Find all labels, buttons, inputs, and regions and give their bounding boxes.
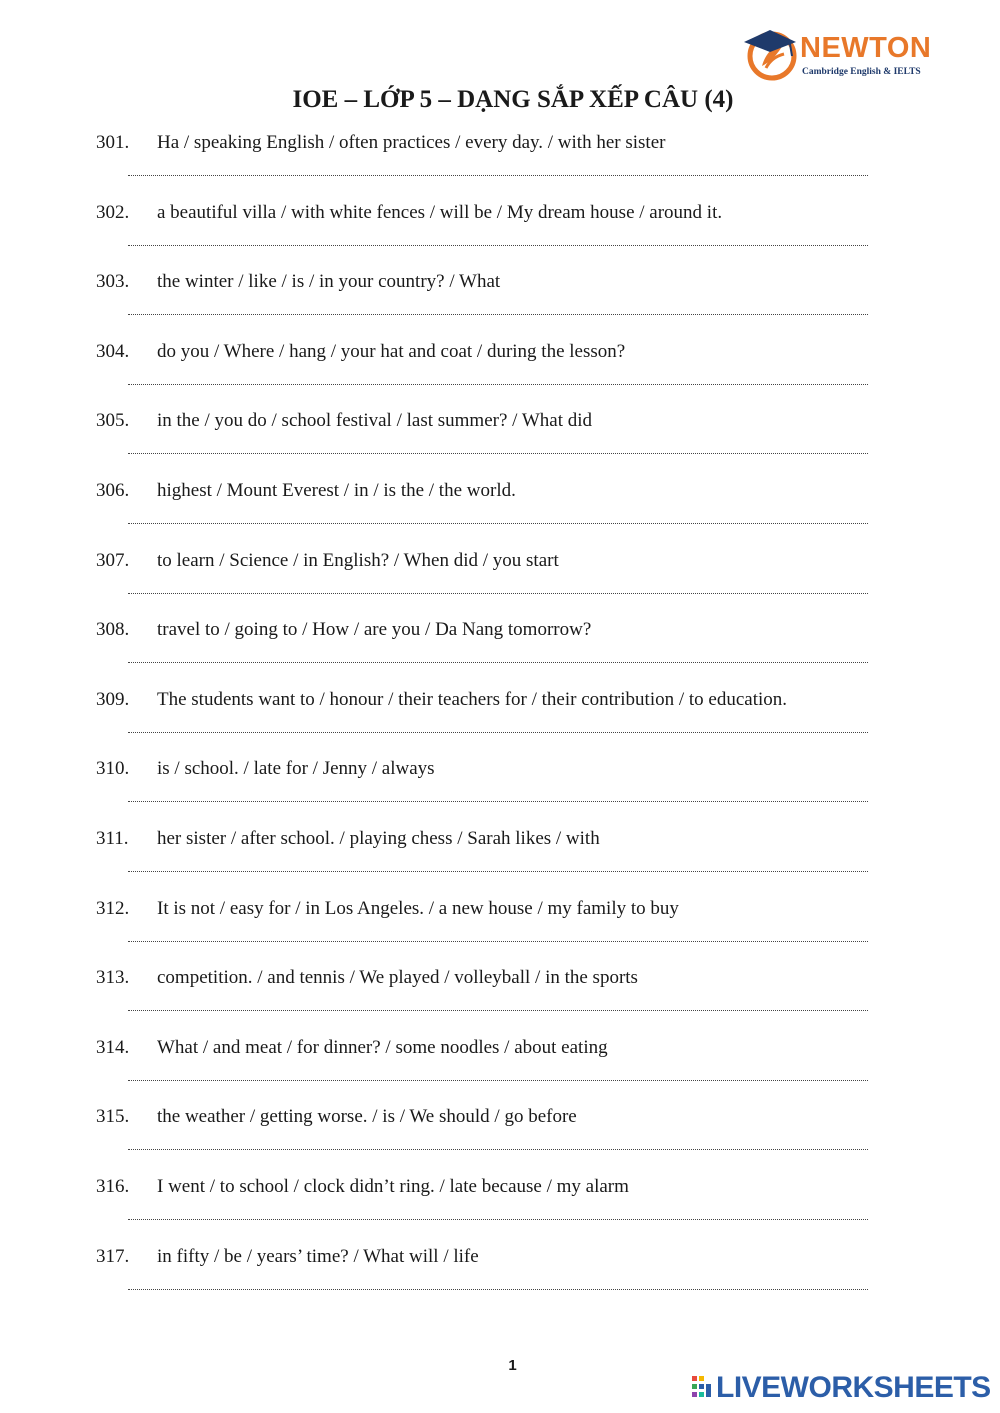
question-item <box>96 898 876 958</box>
logo-name: NEWTON <box>800 32 932 64</box>
answer-line[interactable] <box>128 1080 868 1081</box>
question-text: The students want to / honour / their teachers for / their contribution / to education. <box>157 688 788 710</box>
question-number: 313. <box>96 967 130 989</box>
question-text: the weather / getting worse. / is / We should / go before <box>157 1106 577 1128</box>
question-text: It is not / easy for / in Los Angeles. / a new house / my family to buy <box>157 897 679 919</box>
answer-line[interactable] <box>128 245 868 246</box>
question-item <box>96 550 876 610</box>
question-number: 307. <box>96 549 130 571</box>
question-item <box>96 689 876 749</box>
question-item <box>96 202 876 262</box>
answer-line[interactable] <box>128 1010 868 1011</box>
answer-line[interactable] <box>128 732 868 733</box>
question-item <box>96 1246 876 1306</box>
page-title: IOE – LỚP 5 – DẠNG SẮP XẾP CÂU (4) <box>292 86 734 113</box>
question-number: 310. <box>96 758 130 780</box>
question-item <box>96 132 876 192</box>
answer-line[interactable] <box>128 384 868 385</box>
question-number: 305. <box>96 410 130 432</box>
question-text: competition. / and tennis / We played / volleyball / in the sports <box>157 967 638 989</box>
question-number: 311. <box>96 828 129 849</box>
answer-line[interactable] <box>128 662 868 663</box>
question-text: I went / to school / clock didn’t ring. / late because / my alarm <box>157 1176 629 1197</box>
answer-line[interactable] <box>128 871 868 872</box>
answer-line[interactable] <box>128 941 868 942</box>
question-item <box>96 1176 876 1236</box>
question-number: 317. <box>96 1245 130 1267</box>
answer-line[interactable] <box>128 453 868 454</box>
newton-logo-icon <box>740 22 802 84</box>
answer-line[interactable] <box>128 593 868 594</box>
liveworksheets-logo-icon <box>692 1376 714 1398</box>
question-text: What / and meat / for dinner? / some noodles / about eating <box>157 1036 608 1058</box>
liveworksheets-text: LIVEWORKSHEETS <box>716 1371 991 1404</box>
question-text: highest / Mount Everest / in / is the / the world. <box>157 480 516 501</box>
answer-line[interactable] <box>128 801 868 802</box>
question-number: 314. <box>96 1036 130 1058</box>
question-item <box>96 967 876 1027</box>
question-number: 316. <box>96 1176 130 1197</box>
question-item <box>96 480 876 540</box>
question-number: 315. <box>96 1106 130 1128</box>
question-number: 302. <box>96 201 130 223</box>
question-number: 312. <box>96 897 130 919</box>
answer-line[interactable] <box>128 314 868 315</box>
answer-line[interactable] <box>128 523 868 524</box>
logo-subtitle: Cambridge English & IELTS <box>802 67 921 77</box>
question-text: to learn / Science / in English? / When did / you start <box>157 549 559 571</box>
question-item <box>96 1106 876 1166</box>
question-item <box>96 1037 876 1097</box>
question-number: 306. <box>96 480 130 501</box>
question-number: 301. <box>96 132 130 153</box>
question-number: 308. <box>96 619 130 641</box>
question-text: Ha / speaking English / often practices / every day. / with her sister <box>157 132 666 153</box>
question-item <box>96 828 876 888</box>
question-number: 304. <box>96 340 130 362</box>
question-item <box>96 341 876 401</box>
answer-line[interactable] <box>128 175 868 176</box>
question-text: in fifty / be / years’ time? / What will / life <box>157 1245 479 1267</box>
answer-line[interactable] <box>128 1219 868 1220</box>
question-item <box>96 619 876 679</box>
question-text: travel to / going to / How / are you / Da Nang tomorrow? <box>157 619 592 641</box>
page-number: 1 <box>508 1357 517 1374</box>
question-item <box>96 758 876 818</box>
question-text: the winter / like / is / in your country? / What <box>157 271 501 293</box>
question-text: in the / you do / school festival / last summer? / What did <box>157 410 592 432</box>
question-number: 309. <box>96 688 130 710</box>
question-text: do you / Where / hang / your hat and coat / during the lesson? <box>157 340 626 362</box>
question-text: is / school. / late for / Jenny / always <box>157 758 435 780</box>
answer-line[interactable] <box>128 1289 868 1290</box>
newton-logo <box>740 22 940 84</box>
answer-line[interactable] <box>128 1149 868 1150</box>
question-item <box>96 410 876 470</box>
question-number: 303. <box>96 271 130 293</box>
question-item <box>96 271 876 331</box>
question-text: a beautiful villa / with white fences / will be / My dream house / around it. <box>157 201 723 223</box>
question-text: her sister / after school. / playing chess / Sarah likes / with <box>157 828 600 849</box>
